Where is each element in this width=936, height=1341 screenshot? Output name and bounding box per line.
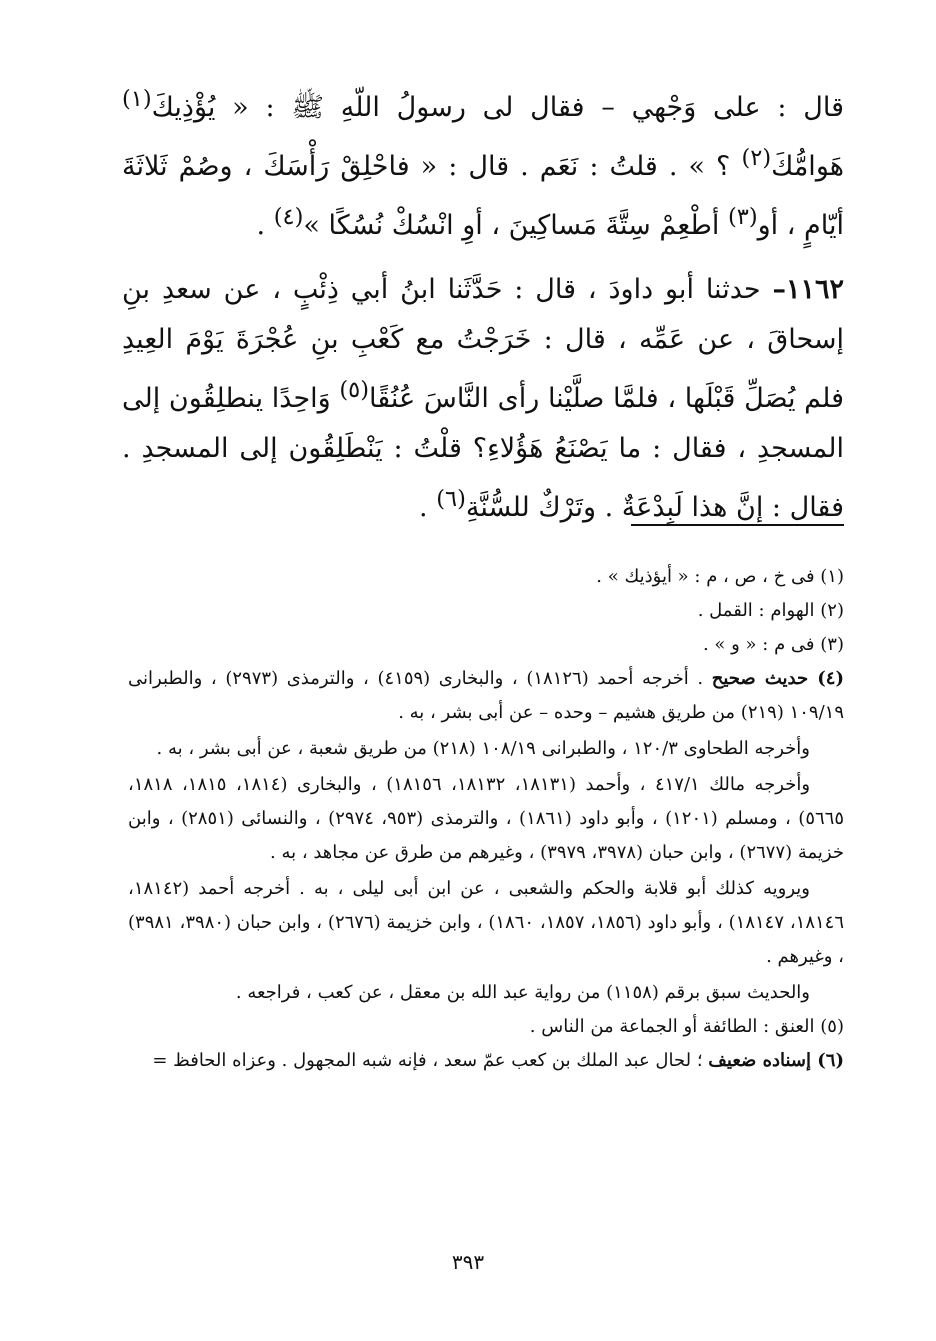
footnote-4-para-2: وأخرجه الطحاوى ١٢٠/٣ ، والطبرانى ١٠٨/١٩ (٢١٨) من طريق شعبة ، عن أبى بشر ، به . bbox=[156, 738, 810, 759]
footnote-4-para-4: ويرويه كذلك أبو قلابة والحكم والشعبى ، عن ابن أبى ليلى ، به . أخرجه أحمد (١٨١٤٢، ١٨١٤٦، ١٨١٤٧) ، وأبو داود (١٨٥٦، ١٨٥٧، ١٨٦٠) ، وابن خزيمة (٢٦٧٦) ، وابن حبان (٣٩٨٠، ٣٩٨١) ، وغيرهم . bbox=[128, 878, 845, 967]
hadith-number: ١١٦٢– bbox=[772, 274, 844, 305]
footnote-4-grade: (٤) حديث صحيح bbox=[711, 668, 844, 689]
page-number: ٣٩٣ bbox=[451, 1250, 485, 1274]
footnote-5: (٥) العنق : الطائفة أو الجماعة من الناس . bbox=[529, 1016, 844, 1037]
footnote-ref-4: (٤) bbox=[273, 204, 304, 230]
footnote-6: (٦) إسناده ضعيف ؛ لحال عبد الملك بن كعب عمّ سعد ، فإنه شبه المجهول . وعزاه الحافظ = bbox=[152, 1050, 844, 1071]
main-paragraph-1: قال : على وَجْهي – فقال لى رسولُ اللّهِ ﷺ : « يُؤْذِيكَ$^{(١)}$ هَوامُّكَ$^{(٢)}$ ؟ » . قلتُ : نَعَم . قال : « فاحْلِقْ رَأْسَكَ ، وصُمْ ثَلاثَةَ أيّامٍ ، أو$^{(٣)}$ أطْعِمْ سِتَّةَ مَساكِينَ ، أوِ انْسُكْ نُسُكًا »$^{(٤)}$ . bbox=[122, 86, 844, 241]
footnote-1: (١) فى خ ، ص ، م : « أيؤذيك » . bbox=[596, 566, 844, 587]
footnote-divider bbox=[631, 524, 844, 526]
main-text bbox=[122, 74, 844, 533]
footnote-3: (٣) فى م : « و » . bbox=[702, 634, 844, 655]
footnote-ref-1: (١) bbox=[122, 86, 152, 112]
footnote-ref-6: (٦) bbox=[436, 486, 466, 512]
footnotes bbox=[128, 560, 844, 1078]
footnote-6-grade: (٦) إسناده ضعيف bbox=[708, 1050, 844, 1071]
footnote-2: (٢) الهوام : القمل . bbox=[697, 600, 844, 621]
footnote-4-para-3: وأخرجه مالك ٤١٧/١ ، وأحمد (١٨١٣١، ١٨١٣٢، ١٨١٥٦) ، والبخارى (١٨١٤، ١٨١٥، ١٨١٨، ٥٦٦٥) ، ومسلم (١٢٠١) ، وأبو داود (١٨٦١) ، والترمذى (٩٥٣، ٢٩٧٤) ، والنسائى (٢٨٥١) ، وابن خزيمة (٢٦٧٧) ، وابن حبان (٣٩٧٨، ٣٩٧٩) ، وغيرهم من طرق عن مجاهد ، به . bbox=[128, 774, 845, 863]
footnote-4: (٤) حديث صحيح . أخرجه أحمد (١٨١٢٦) ، والبخارى (٤١٥٩) ، والترمذى (٢٩٧٣) ، والطبرانى ١٠٩/١٩ (٢١٩) من طريق هشيم – وحده – عن أبى بشر ، به . bbox=[128, 668, 844, 723]
footnote-4-para-5: والحديث سبق برقم (١١٥٨) من رواية عبد الله بن معقل ، عن كعب ، فراجعه . bbox=[235, 982, 810, 1003]
main-paragraph-2: ١١٦٢– حدثنا أبو داودَ ، قال : حَدَّثَنا ابنُ أبي ذِئْبٍ ، عن سعدِ بنِ إسحاقَ ، عن عَمِّه ، قال : خَرَجْتُ مع كَعْبِ بنِ عُجْرَةَ يَوْمَ العِيدِ فلم يُصَلِّ قَبْلَها ، فلمَّا صلَّيْنا رأى النَّاسَ عُنُقًا$^{(٥)}$ وَاحِدًا ينطلِقُون إلى المسجدِ ، فقال : ما يَصْنَعُ هَؤُلاءِ؟ قلْتُ : يَنْطَلِقُون إلى المسجدِ . فقال : إنَّ هذا لَبِدْعَةٌ . وتَرْكٌ للسُّنَّةِ$^{(٦)}$ . bbox=[122, 274, 844, 523]
footnote-ref-5: (٥) bbox=[339, 377, 370, 403]
footnote-ref-2: (٢) bbox=[741, 145, 772, 171]
footnote-ref-3: (٣) bbox=[727, 204, 758, 230]
